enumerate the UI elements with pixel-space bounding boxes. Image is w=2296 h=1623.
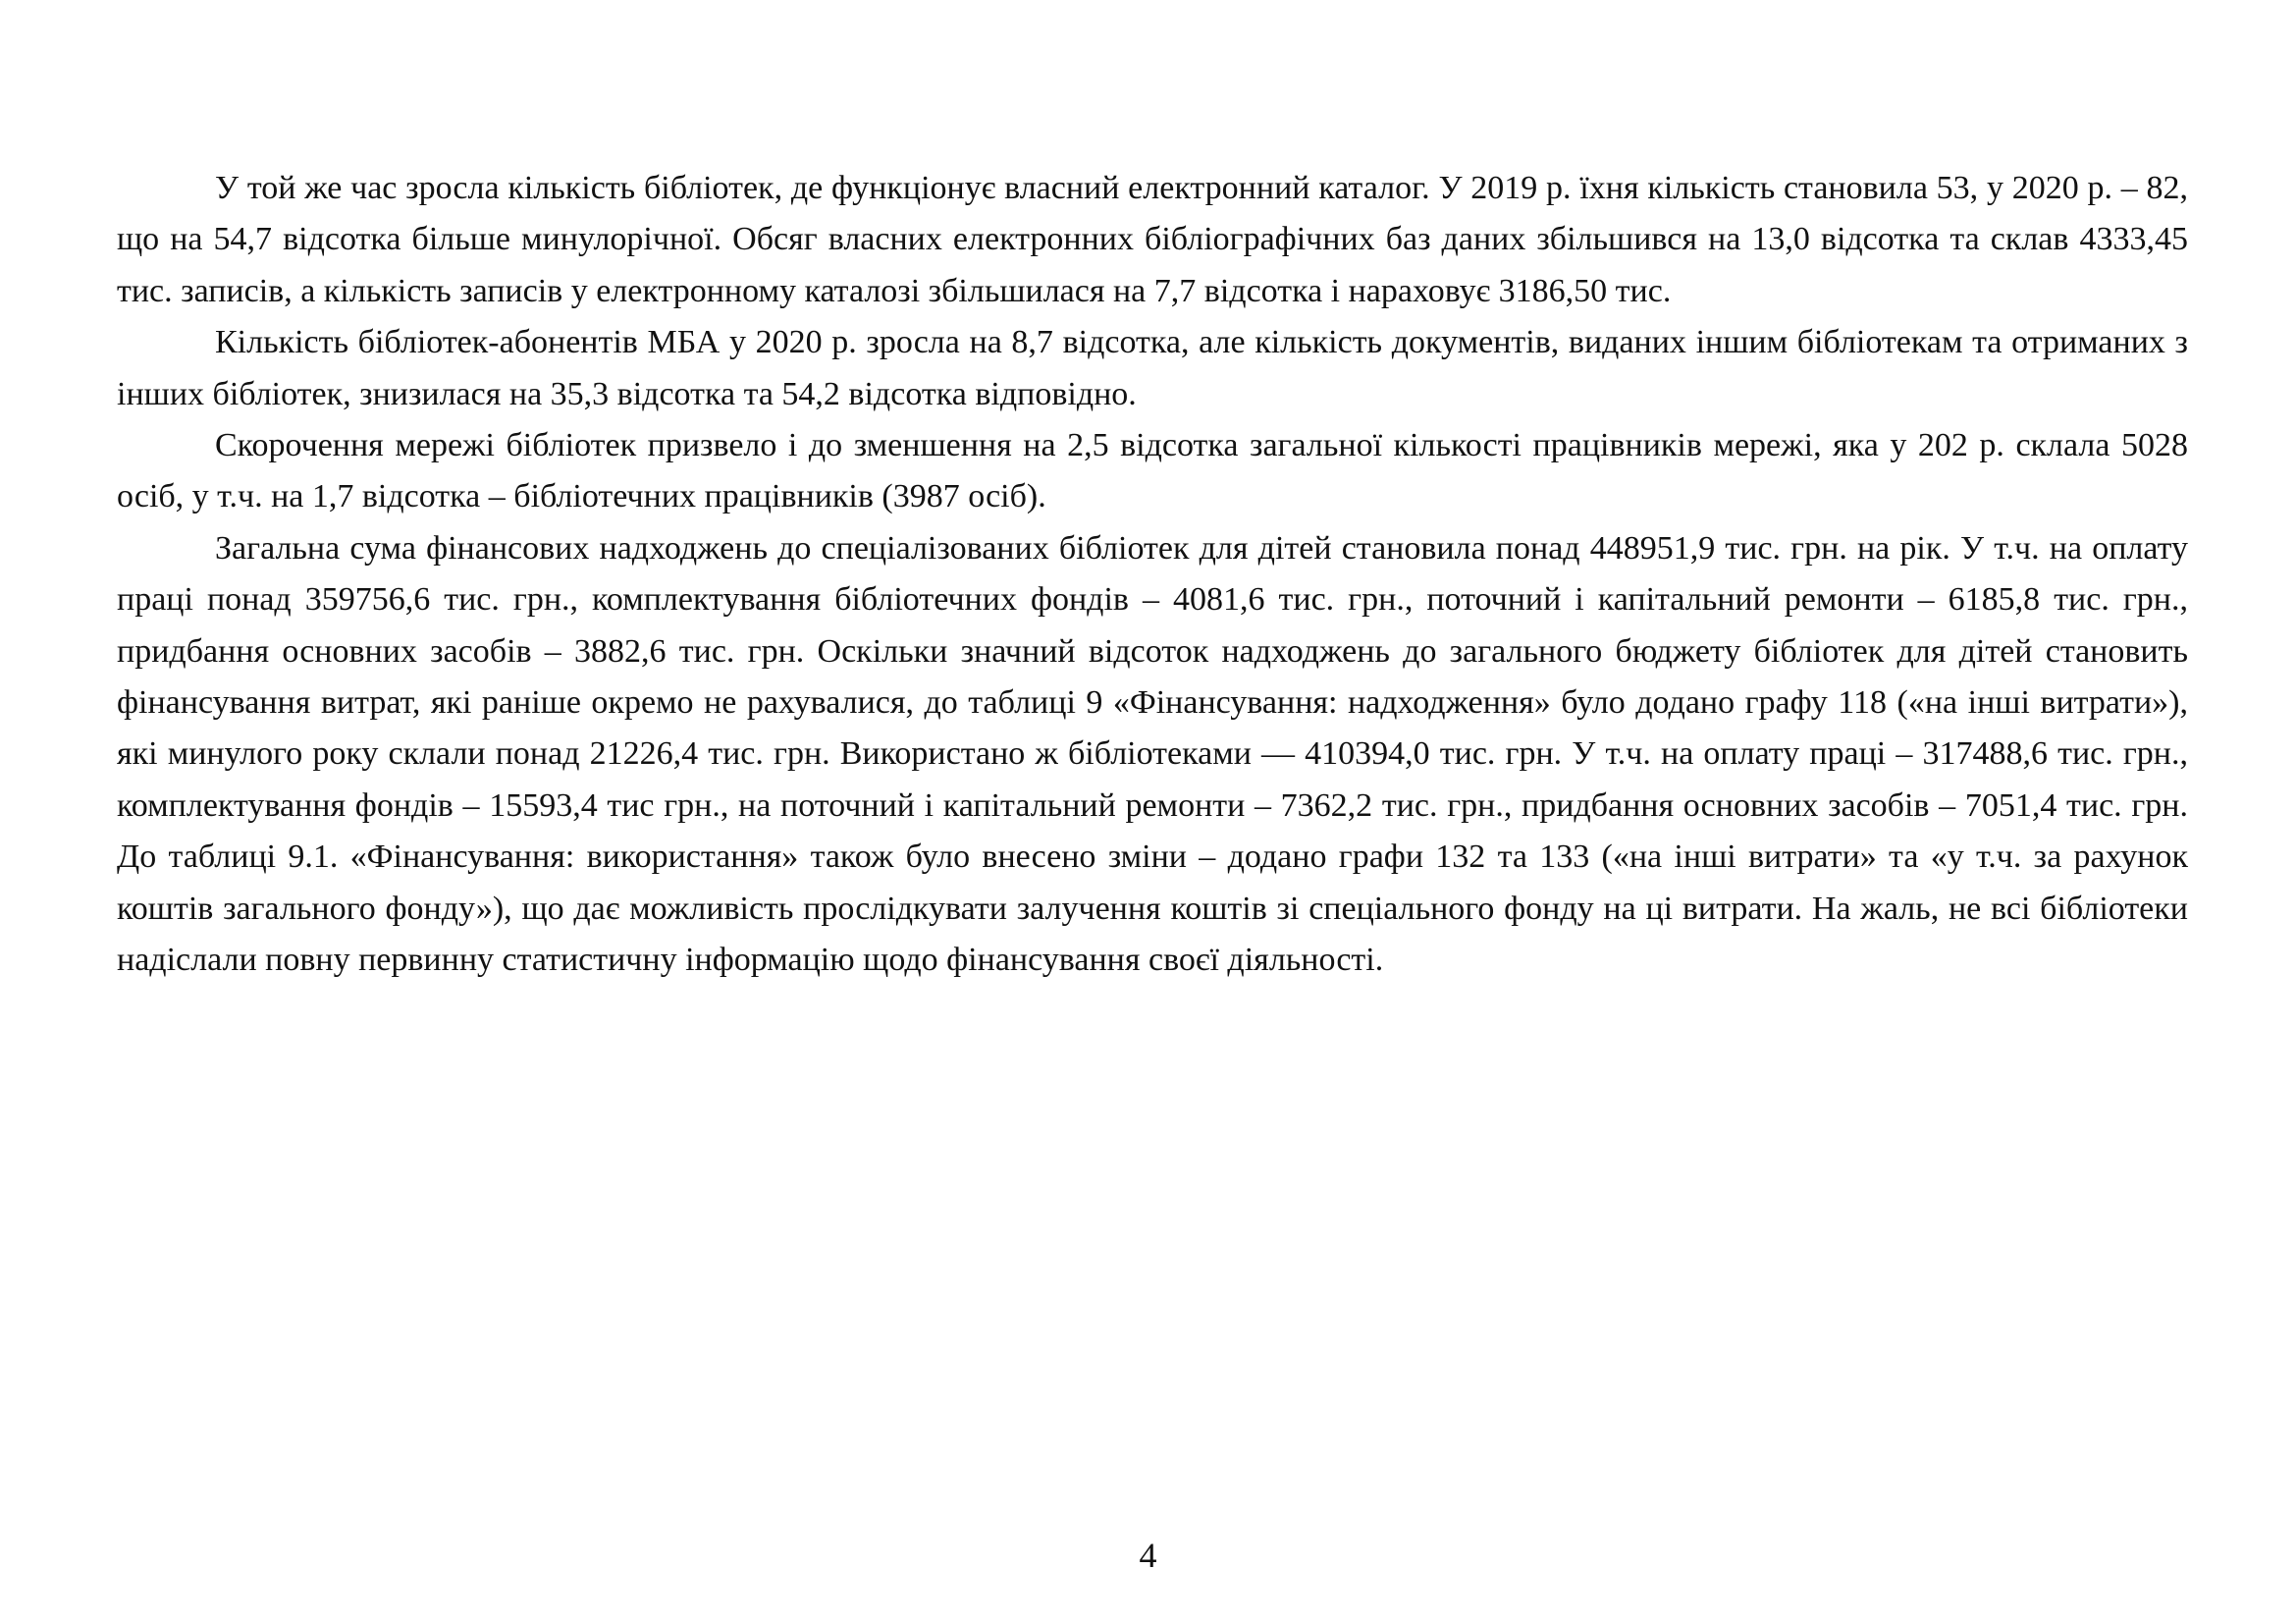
paragraph-interlibrary-loan: Кількість бібліотек-абонентів МБА у 2020 р. зросла на 8,7 відсотка, але кількість документів, виданих іншим бібліотекам та отриманих з інших бібліотек, знизилася на 35,3 відсотка та 54,2 відсотка відповідно. [117,324,2188,412]
paragraph-staff-reduction: Скорочення мережі бібліотек призвело і до зменшення на 2,5 відсотка загальної кількості працівників мережі, яка у 202 р. склала 5028 осіб, у т.ч. на 1,7 відсотка – бібліотечних працівників (3987 осіб). [117,427,2188,515]
paragraph-electronic-catalog: У той же час зросла кількість бібліотек, де функціонує власний електронний каталог. У 2019 р. їхня кількість становила 53, у 2020 р. – 82, що на 54,7 відсотка більше минулорічної. Обсяг власних електронних бібліографічних баз даних збільшився на 13,0 відсотка та склав 4333,45 тис. записів, а кількість записів у електронному каталозі збільшилася на 7,7 відсотка і нараховує 3186,50 тис. [117,170,2188,309]
paragraph-financing: Загальна сума фінансових надходжень до спеціалізованих бібліотек для дітей становила понад 448951,9 тис. грн. на рік. У т.ч. на оплату праці понад 359756,6 тис. грн., комплектування бібліотечних фондів – 4081,6 тис. грн., поточний і капітальний ремонти – 6185,8 тис. грн., придбання основних засобів – 3882,6 тис. грн. Оскільки значний відсоток надходжень до загального бюджету бібліотек для дітей становить фінансування витрат, які раніше окремо не рахувалися, до таблиці 9 «Фінансування: надходження» було додано графу 118 («на інші витрати»), які минулого року склали понад 21226,4 тис. грн. Використано ж бібліотеками — 410394,0 тис. грн. У т.ч. на оплату праці – 317488,6 тис. грн., комплектування фондів – 15593,4 тис грн., на поточний і капітальний ремонти – 7362,2 тис. грн., придбання основних засобів – 7051,4 тис. грн. До таблиці 9.1. «Фінансування: використання» також було внесено зміни – додано графи 132 та 133 («на інші витрати» та «у т.ч. за рахунок коштів загального фонду»), що дає можливість прослідкувати залучення коштів зі спеціального фонду на ці витрати. На жаль, не всі бібліотеки надіслали повну первинну статистичну інформацію щодо фінансування своєї діяльності. [117,529,2188,979]
body-text [117,163,2188,987]
page-number: 4 [1139,1536,1157,1575]
